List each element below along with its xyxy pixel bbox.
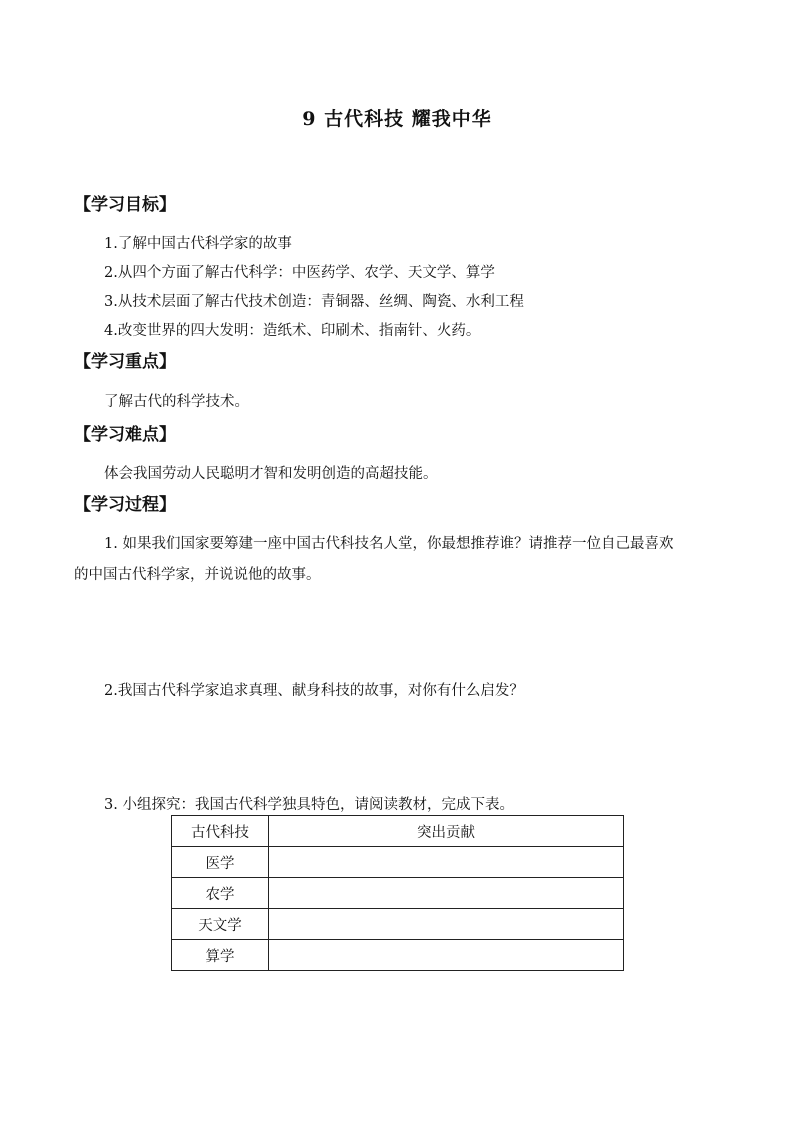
- difficulty-heading: 【学习难点】: [74, 425, 176, 445]
- question-1-line-1: 1. 如果我们国家要筹建一座中国古代科技名人堂，你最想推荐谁？请推荐一位自己最喜欢: [104, 536, 674, 552]
- table-row: [172, 909, 624, 940]
- table-header-tech: 古代科技: [172, 816, 269, 847]
- table-cell-tech: 医学: [172, 847, 269, 878]
- table-cell-contribution[interactable]: [269, 878, 624, 909]
- table-cell-contribution[interactable]: [269, 940, 624, 971]
- goal-item-2: 2.从四个方面了解古代科学：中医药学、农学、天文学、算学: [104, 265, 495, 281]
- table-cell-tech: 农学: [172, 878, 269, 909]
- table-header-row: [172, 816, 624, 847]
- table-row: [172, 940, 624, 971]
- goal-item-3: 3.从技术层面了解古代技术创造：青铜器、丝绸、陶瓷、水利工程: [104, 294, 524, 310]
- page-title: 9 古代科技 耀我中华: [302, 108, 492, 130]
- question-3: 3. 小组探究：我国古代科学独具特色，请阅读教材，完成下表。: [104, 797, 514, 813]
- table-row: [172, 878, 624, 909]
- table-row: [172, 847, 624, 878]
- table-cell-tech: 天文学: [172, 909, 269, 940]
- process-heading: 【学习过程】: [74, 495, 176, 515]
- table-cell-contribution[interactable]: [269, 909, 624, 940]
- contribution-table: [171, 815, 624, 971]
- goals-heading: 【学习目标】: [74, 195, 176, 215]
- focus-text: 了解古代的科学技术。: [104, 394, 249, 410]
- question-1-line-2: 的中国古代科学家，并说说他的故事。: [74, 567, 321, 583]
- question-2: 2.我国古代科学家追求真理、献身科技的故事，对你有什么启发？: [104, 683, 524, 699]
- difficulty-text: 体会我国劳动人民聪明才智和发明创造的高超技能。: [104, 466, 438, 482]
- table-cell-tech: 算学: [172, 940, 269, 971]
- goal-item-1: 1.了解中国古代科学家的故事: [104, 236, 292, 252]
- goal-item-4: 4.改变世界的四大发明：造纸术、印刷术、指南针、火药。: [104, 323, 481, 339]
- table-cell-contribution[interactable]: [269, 847, 624, 878]
- table-header-contribution: 突出贡献: [269, 816, 624, 847]
- focus-heading: 【学习重点】: [74, 352, 176, 372]
